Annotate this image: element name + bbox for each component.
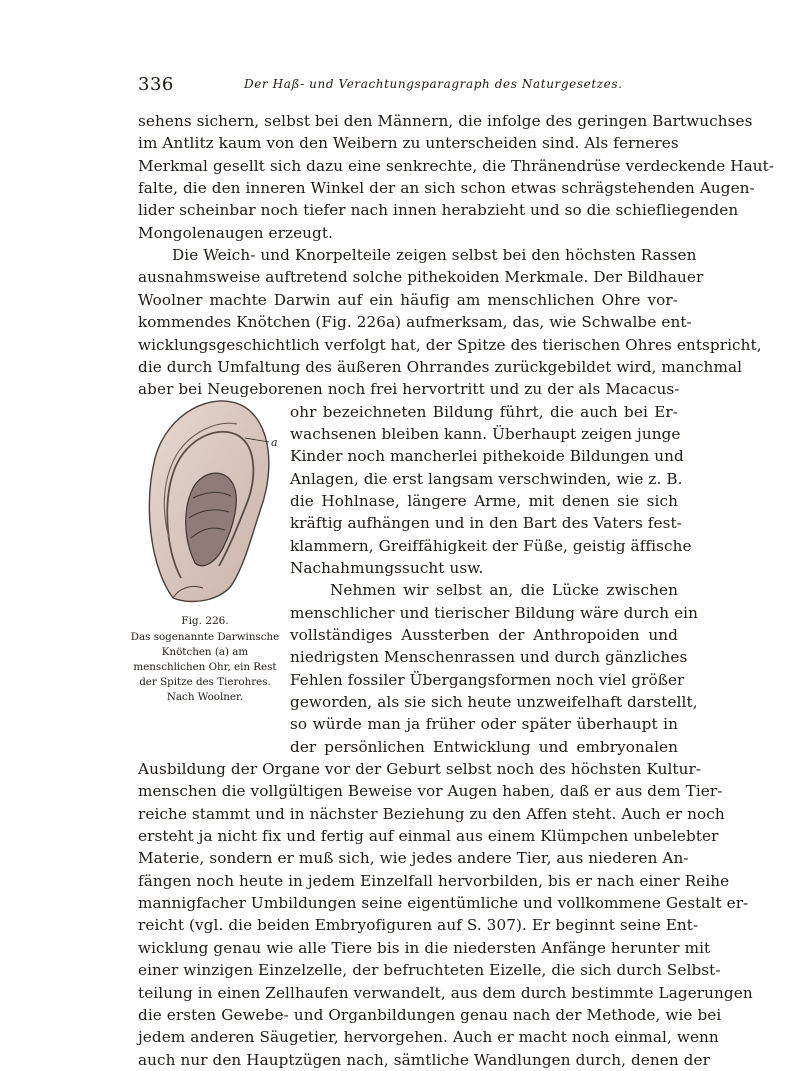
text-line: jedem anderen Säugetier, hervorgehen. Auch er macht noch einmal, wenn (138, 1028, 719, 1047)
text-line: menschen die vollgültigen Beweise vor Augen haben, daß er aus dem Tier- (138, 782, 723, 801)
text-line: mannigfacher Umbildungen seine eigentümliche und vollkommene Gestalt er- (138, 894, 749, 913)
figure-caption-text: Das sogenannte Darwinsche Knötchen (a) am menschlichen Ohr, ein Rest der Spitze des Tierohres. Nach Woolner. (130, 631, 280, 703)
text-line: reicht (vgl. die beiden Embryofiguren auf S. 307). Er beginnt seine Ent- (138, 916, 699, 935)
text-line: Fehlen fossiler Übergangsformen noch viel größer (290, 670, 685, 689)
ear-drawing (133, 388, 283, 608)
text-line: Nachahmungssucht usw. (290, 558, 484, 577)
text-line: ausnahmsweise auftretend solche pithekoiden Merkmale. Der Bildhauer (138, 268, 704, 287)
text-line: einer winzigen Einzelzelle, der befruchteten Eizelle, die sich durch Selbst- (138, 961, 721, 980)
text-line: auch nur den Hauptzügen nach, sämtliche Wandlungen durch, denen der (138, 1050, 710, 1069)
text-line: im Antlitz kaum von den Weibern zu unterscheiden sind. Als ferneres (138, 134, 679, 153)
running-title: Der Haß- und Verachtungsparagraph des Naturgesetzes. (244, 77, 623, 91)
text-line: wicklung genau wie alle Tiere bis in die niedersten Anfänge herunter mit (138, 938, 711, 957)
text-line: kräftig aufhängen und in den Bart des Vaters fest- (290, 514, 682, 533)
text-line: menschlicher und tierischer Bildung wäre durch ein (290, 603, 699, 622)
text-line: sehens sichern, selbst bei den Männern, die infolge des geringen Bartwuchses (138, 112, 753, 130)
text-line: vollständiges Aussterben der Anthropoiden und (290, 626, 678, 644)
page-number: 336 (138, 74, 174, 95)
text-line: wachsenen bleiben kann. Überhaupt zeigen junge (290, 424, 681, 443)
ear-illustration (133, 388, 283, 608)
text-line: geworden, als sie sich heute unzweifelhaft darstellt, (290, 693, 698, 712)
text-line: Nehmen wir selbst an, die Lücke zwischen (330, 581, 678, 600)
text-line: so würde man ja früher oder später überhaupt in (290, 715, 678, 734)
text-line: ersteht ja nicht fix und fertig auf einmal aus einem Klümpchen unbelebter (138, 827, 719, 846)
figure-marker-a: a (271, 436, 278, 449)
text-line: klammern, Greiffähigkeit der Füße, geistig äffische (290, 536, 692, 555)
text-line: Die Weich- und Knorpelteile zeigen selbst bei den höchsten Rassen (172, 246, 697, 265)
text-line: reiche stammt und in nächster Beziehung zu den Affen steht. Auch er noch (138, 804, 725, 823)
text-line: Mongolenaugen erzeugt. (138, 223, 333, 242)
text-line: kommendes Knötchen (Fig. 226a) aufmerksam, das, wie Schwalbe ent- (138, 313, 692, 332)
text-line: wicklungsgeschichtlich verfolgt hat, der Spitze des tierischen Ohres entspricht, (138, 335, 762, 354)
text-line: lider scheinbar noch tiefer nach innen herabzieht und so die schiefliegenden (138, 201, 739, 220)
text-line: aber bei Neugeborenen noch frei hervortritt und zu der als Macacus- (138, 380, 680, 399)
text-line: niedrigsten Menschenrassen und durch gänzliches (290, 648, 688, 667)
text-line: der persönlichen Entwicklung und embryonalen (290, 737, 678, 756)
text-line: falte, die den inneren Winkel der an sich schon etwas schrägstehenden Augen- (138, 179, 755, 198)
text-line: die Hohlnase, längere Arme, mit denen sie sich (290, 491, 678, 510)
figure-label: Fig. 226. (181, 615, 229, 627)
text-line: Merkmal gesellt sich dazu eine senkrechte, die Thränendrüse verdeckende Haut- (138, 156, 775, 175)
text-line: Materie, sondern er muß sich, wie jedes andere Tier, aus niederen An- (138, 849, 689, 868)
text-line: die ersten Gewebe- und Organbildungen genau nach der Methode, wie bei (138, 1005, 722, 1024)
text-line: Anlagen, die erst langsam verschwinden, wie z. B. (290, 469, 683, 488)
text-line: die durch Umfaltung des äußeren Ohrrandes zurückgebildet wird, manchmal (138, 357, 743, 376)
text-line: Woolner machte Darwin auf ein häufig am menschlichen Ohre vor- (138, 290, 678, 309)
text-line: Ausbildung der Organe vor der Geburt selbst noch des höchsten Kultur- (138, 760, 702, 778)
text-line: fängen noch heute in jedem Einzelfall hervorbilden, bis er nach einer Reihe (138, 871, 730, 890)
figure-caption (130, 614, 280, 705)
text-line: teilung in einen Zellhaufen verwandelt, aus dem durch bestimmte Lagerungen (138, 983, 753, 1002)
text-line: Kinder noch mancherlei pithekoide Bildungen und (290, 447, 684, 466)
page-header (138, 74, 678, 98)
text-line: ohr bezeichneten Bildung führt, die auch bei Er- (290, 402, 678, 421)
